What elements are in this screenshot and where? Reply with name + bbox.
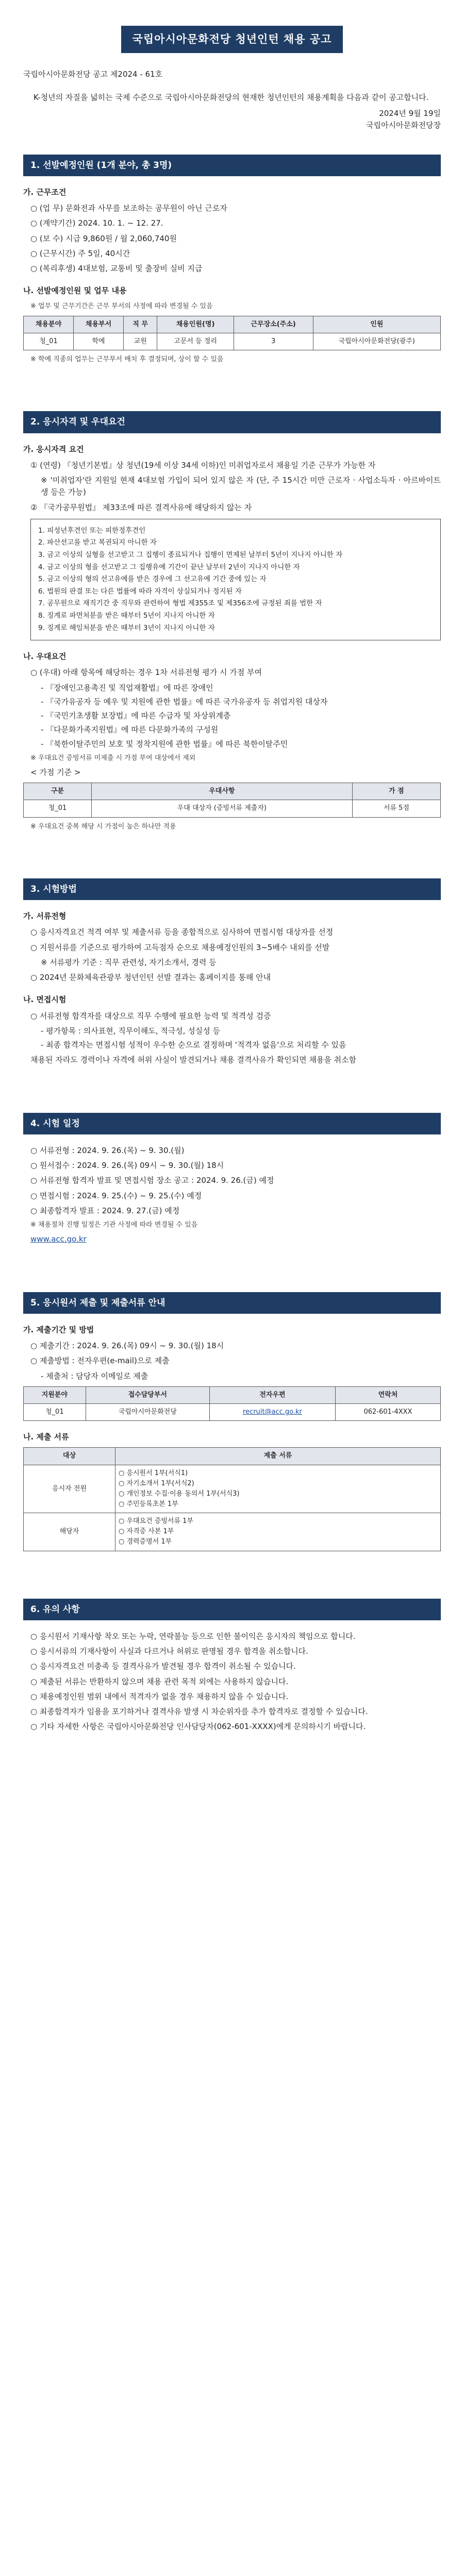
caution-item: ○ 기타 자세한 사항은 국립아시아문화전당 인사담당자(062-601-XXXX)에게 문의하시기 바랍니다.: [30, 1722, 366, 1732]
sec2-sub-preference: 나. 우대요건: [23, 652, 67, 662]
sec1-sub-positions: 나. 선발예정인원 및 업무 내용: [23, 286, 127, 296]
table-header: 제출 서류: [115, 1448, 440, 1465]
caution-item: ○ 응시원서 기재사항 착오 또는 누락, 연락불능 등으로 인한 불이익은 응시자의 책임으로 합니다.: [30, 1631, 356, 1641]
table-header-row: [24, 1448, 441, 1465]
condition-item: ○ (복리후생) 4대보험, 교통비 및 출장비 실비 지급: [30, 264, 203, 274]
box-line: 2. 파산선고를 받고 복권되지 아니한 자: [38, 538, 157, 547]
schedule-item: ○ 최종합격자 발표 : 2024. 9. 27.(금) 예정: [30, 1206, 180, 1215]
table-cell: ○ 우대요건 증빙서류 1부 ○ 자격증 사본 1부 ○ 경력증명서 1부: [115, 1513, 440, 1551]
interview-item: ○ 서류전형 합격자를 대상으로 직무 수행에 필요한 능력 및 적격성 검증: [30, 1011, 271, 1021]
preference-subitem: - 『다문화가족지원법』에 따른 다문화가족의 구성원: [41, 725, 219, 735]
table-cell: 3: [234, 333, 313, 350]
caution-item: ○ 최종합격자가 임용을 포기하거나 결격사유 발생 시 차순위자를 추가 합격자로 결정할 수 있습니다.: [30, 1707, 368, 1717]
table-header: 채용인원(명): [157, 316, 234, 333]
intro-text: K-청년의 자질을 넓히는 국제 수준으로 국립아시아문화전당의 현재한 청년인턴의 채용계획을 다음과 같이 공고합니다.: [34, 92, 429, 102]
preference-subitem: - 『국민기초생활 보장법』에 따른 수급자 및 차상위계층: [41, 711, 231, 721]
table-cell: 학예: [74, 333, 124, 350]
table-header: 연락처: [335, 1386, 440, 1403]
table-row: [24, 1404, 441, 1421]
homepage-link[interactable]: www.acc.go.kr: [30, 1234, 87, 1244]
schedule-item: ○ 원서접수 : 2024. 9. 26.(목) 09시 ~ 9. 30.(월) 18시: [30, 1161, 224, 1171]
box-line: 8. 징계로 파면처분을 받은 때부터 5년이 지나지 아니한 자: [38, 611, 215, 620]
screening-item: ○ 지원서류를 기준으로 평가하여 고득점자 순으로 채용예정인원의 3~5배수 내외를 선발: [30, 942, 330, 952]
table-header: 전자우편: [209, 1386, 335, 1403]
schedule-note: ※ 채용절차 진행 일정은 기관 사정에 따라 변경될 수 있음: [30, 1221, 198, 1229]
table-header: 가 점: [352, 783, 440, 800]
positions-table: [23, 316, 441, 350]
condition-item: ○ (업 무) 문화전과 사무를 보조하는 공무원이 아닌 근로자: [30, 204, 227, 213]
table-note: ※ 업무 및 근무기간은 근무 부서의 사정에 따라 변경될 수 있음: [30, 302, 213, 310]
preference-note: ※ 우대요건 증빙서류 미제출 시 가점 부여 대상에서 제외: [30, 754, 196, 762]
email-table: [23, 1386, 441, 1421]
preference-table: [23, 783, 441, 817]
submission-item: ○ 제출기간 : 2024. 9. 26.(목) 09시 ~ 9. 30.(월) 18시: [30, 1341, 224, 1351]
caution-item: ○ 제출된 서류는 반환하지 않으며 채용 관련 목적 외에는 사용하지 않습니다.: [30, 1676, 289, 1686]
submission-item: - 제출처 : 담당자 이메일로 제출: [41, 1371, 148, 1381]
schedule-item: ○ 면접시험 : 2024. 9. 25.(수) ~ 9. 25.(수) 예정: [30, 1191, 202, 1200]
preference-subitem: - 『북한이탈주민의 보호 및 정착지원에 관한 법률』에 따른 북한이탈주민: [41, 739, 288, 749]
table-footnote: ※ 학예 직종의 업무는 근무부서 배치 후 결정되며, 상이 할 수 있음: [30, 355, 224, 364]
table-cell: 062-601-4XXX: [335, 1404, 440, 1421]
screening-item: ※ 서류평가 기준 : 직무 관련성, 자기소개서, 경력 등: [41, 957, 217, 967]
table-header: 인원: [313, 316, 441, 333]
section-3-header: 3. 시험방법: [23, 878, 441, 900]
screening-after-note: 채용된 자라도 경력이나 자격에 허위 사실이 발견되거나 채용 결격사유가 확인되면 채용을 취소함: [30, 1055, 357, 1065]
table-row: [24, 800, 441, 817]
table-cell: 우대 대상자 (증빙서류 제출자): [91, 800, 352, 817]
table-header: 접수담당부서: [86, 1386, 209, 1403]
table-header: 대상: [24, 1448, 115, 1465]
table-cell: 국립아시아문화전당(광주): [313, 333, 441, 350]
box-line: 3. 금고 이상의 실형을 선고받고 그 집행이 종료되거나 집행이 면제된 날부터 5년이 지나지 아니한 자: [38, 550, 343, 559]
schedule-item: ○ 서류전형 합격자 발표 및 면접시험 장소 공고 : 2024. 9. 26.(금) 예정: [30, 1176, 274, 1185]
table-header: 지원분야: [24, 1386, 86, 1403]
box-line: 4. 금고 이상의 형을 선고받고 그 집행유예 기간이 끝난 날부터 2년이 지나지 아니한 자: [38, 563, 300, 571]
page-title: 국립아시아문화전당 청년인턴 채용 공고: [121, 26, 343, 53]
email-link[interactable]: recruit@acc.go.kr: [209, 1404, 335, 1421]
caution-item: ○ 응시자격요건 미충족 등 결격사유가 발견될 경우 합격이 취소될 수 있습니다.: [30, 1662, 296, 1671]
table-header-row: [24, 1386, 441, 1403]
table-row: [24, 1465, 441, 1513]
schedule-item: ○ 서류전형 : 2024. 9. 26.(목) ~ 9. 30.(월): [30, 1145, 185, 1155]
box-line: 6. 법원의 판결 또는 다른 법률에 따라 자격이 상실되거나 정지된 자: [38, 587, 242, 596]
submission-item: ○ 제출방법 : 전자우편(e-mail)으로 제출: [30, 1356, 170, 1366]
sec2-sub-requirements: 가. 응시자격 요건: [23, 444, 84, 454]
table-header: 근무장소(주소): [234, 316, 313, 333]
table-cell: 청_01: [24, 800, 92, 817]
table-row: [24, 1513, 441, 1551]
table-cell: 고문서 등 정리: [157, 333, 234, 350]
section-6-header: 6. 유의 사항: [23, 1599, 441, 1620]
interview-item: - 최종 합격자는 면접시험 성적이 우수한 순으로 결정하며 '적격자 없음'으로 처리할 수 있음: [41, 1040, 346, 1050]
preference-item: ○ (우대) 아래 항목에 해당하는 경우 1차 서류전형 평가 시 가점 부여: [30, 668, 262, 677]
table-cell: 해당자: [24, 1513, 115, 1551]
notice-org: 국립아시아문화전당장: [366, 121, 441, 130]
table-header: 채용부서: [74, 316, 124, 333]
section-5-header: 5. 응시원서 제출 및 제출서류 안내: [23, 1292, 441, 1314]
disqualification-box: [30, 519, 441, 640]
table-header: 구분: [24, 783, 92, 800]
sec5-sub-period: 가. 제출기간 및 방법: [23, 1325, 94, 1334]
table-row: [24, 333, 441, 350]
table-cell: ○ 응시원서 1부(서식1) ○ 자기소개서 1부(서식2) ○ 개인정보 수집·이용 동의서 1부(서식3) ○ 주민등록초본 1부: [115, 1465, 440, 1513]
requirement-item: ② 『국가공무원법』 제33조에 따른 결격사유에 해당하지 않는 자: [30, 502, 252, 512]
pref-table-caption: < 가점 기준 >: [30, 768, 81, 777]
box-line: 7. 공무원으로 재직기간 중 직무와 관련하여 형법 제355조 및 제356조에 규정된 죄를 범한 자: [38, 599, 322, 608]
table-cell: 청_01: [24, 1404, 86, 1421]
sec5-sub-documents: 나. 제출 서류: [23, 1432, 69, 1442]
table-header-row: [24, 316, 441, 333]
box-line: 9. 징계로 해임처분을 받은 때부터 3년이 지나지 아니한 자: [38, 623, 215, 632]
sec3-sub-interview: 나. 면접시험: [23, 995, 67, 1005]
screening-item: ○ 응시자격요건 적격 여부 및 제출서류 등을 종합적으로 심사하여 면접시험 대상자를 선정: [30, 927, 334, 937]
condition-item: ○ (계약기간) 2024. 10. 1. ~ 12. 27.: [30, 218, 163, 228]
condition-item: ○ (보 수) 시급 9,860원 / 월 2,060,740원: [30, 233, 177, 243]
table-header-row: [24, 783, 441, 800]
table-header: 채용분야: [24, 316, 74, 333]
table-cell: 청_01: [24, 333, 74, 350]
preference-subitem: - 『장애인고용촉진 및 직업재활법』에 따른 장애인: [41, 683, 213, 692]
section-1-header: 1. 선발예정인원 (1개 분야, 총 3명): [23, 155, 441, 176]
notice-date: 2024년 9월 19일: [379, 109, 441, 118]
requirement-note: ※ '미취업자'란 지원일 현재 4대보험 가입이 되어 있지 않은 자 (단, 주 15시간 미만 근로자 · 사업소득자 · 아르바이트생 등은 가능): [41, 476, 441, 497]
section-4-header: 4. 시험 일정: [23, 1113, 441, 1134]
sec3-sub-document: 가. 서류전형: [23, 911, 67, 921]
screening-item: ○ 2024년 문화체육관광부 청년인턴 선발 결과는 홈페이지를 통해 안내: [30, 973, 271, 982]
table-header: 직 무: [124, 316, 157, 333]
sec1-sub-conditions: 가. 근무조건: [23, 187, 67, 197]
preference-note-2: ※ 우대요건 중복 해당 시 가점이 높은 하나만 적용: [30, 822, 176, 831]
caution-item: ○ 응시서류의 기재사항이 사실과 다르거나 허위로 판명될 경우 합격을 취소합니다.: [30, 1647, 308, 1656]
interview-item: - 평가항목 : 의사표현, 직무이해도, 적극성, 성실성 등: [41, 1026, 220, 1036]
box-line: 1. 피성년후견인 또는 피한정후견인: [38, 526, 146, 535]
table-cell: 서류 5점: [352, 800, 440, 817]
preference-subitem: - 『국가유공자 등 예우 및 지원에 관한 법률』에 따른 국가유공자 등 취업지원 대상자: [41, 697, 328, 706]
box-line: 5. 금고 이상의 형의 선고유예를 받은 경우에 그 선고유예 기간 중에 있는 자: [38, 575, 267, 584]
section-2-header: 2. 응시자격 및 우대요건: [23, 411, 441, 433]
caution-item: ○ 채용예정인원 범위 내에서 적격자가 없을 경우 채용하지 않을 수 있습니다.: [30, 1691, 289, 1701]
documents-table: [23, 1447, 441, 1551]
table-cell: 국립아시아문화전당: [86, 1404, 209, 1421]
requirement-item: ① (연령) 『청년기본법』상 청년(19세 이상 34세 이하)인 미취업자로서 채용일 기준 근무가 가능한 자: [30, 460, 376, 470]
table-cell: 교원: [124, 333, 157, 350]
table-cell: 응시자 전원: [24, 1465, 115, 1513]
table-header: 우대사항: [91, 783, 352, 800]
condition-item: ○ (근무시간) 주 5일, 40시간: [30, 248, 130, 258]
notice-number: 국립아시아문화전당 공고 제2024 - 61호: [23, 69, 163, 79]
